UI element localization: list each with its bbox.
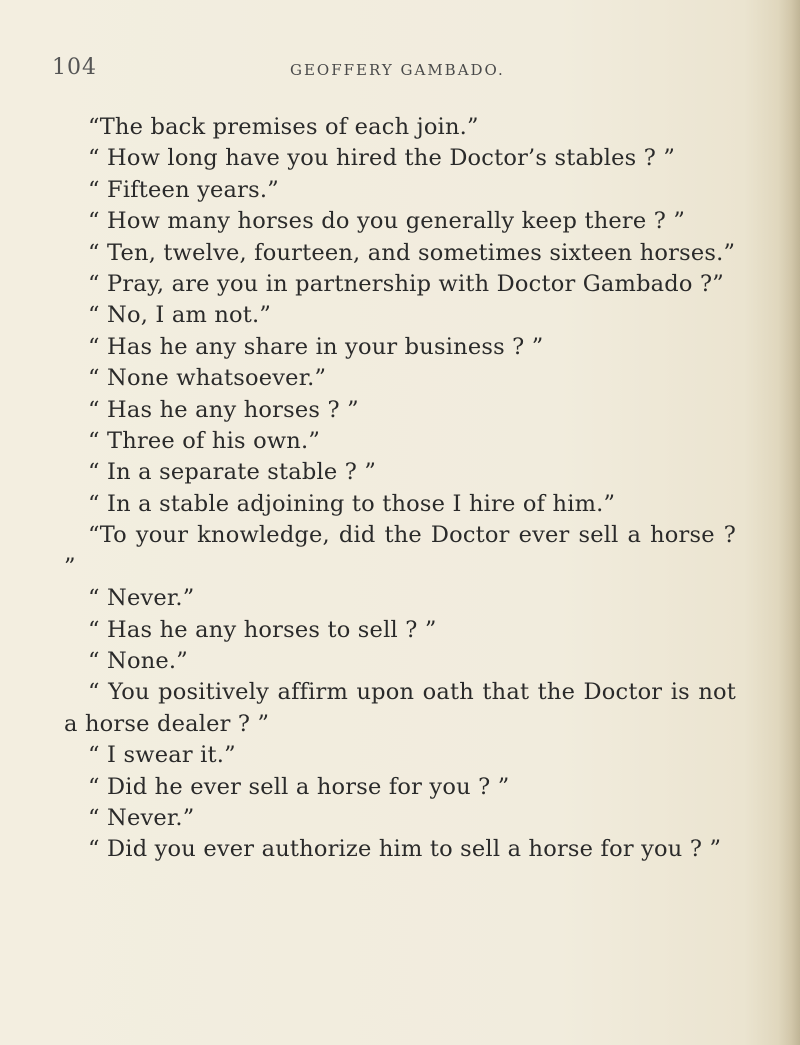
dialogue-line: “ In a separate stable ? ” bbox=[88, 459, 377, 486]
dialogue-line: “ You positively affirm upon oath that the Doctor is not a horse dealer ? ” bbox=[64, 679, 736, 737]
dialogue-line: “ Never.” bbox=[88, 585, 195, 612]
dialogue-line: “ Three of his own.” bbox=[88, 428, 321, 455]
dialogue-line: “ Fifteen years.” bbox=[88, 176, 279, 203]
dialogue-line: “The back premises of each join.” bbox=[88, 114, 479, 140]
dialogue-line: “ I swear it.” bbox=[88, 742, 236, 769]
page-number: 104 bbox=[52, 55, 97, 80]
dialogue-line: “ How many horses do you generally keep there ? ” bbox=[88, 208, 686, 235]
dialogue-line: “ How long have you hired the Doctor’s stables ? ” bbox=[88, 145, 676, 172]
dialogue-line: “ Pray, are you in partnership with Doctor Gambado ?” bbox=[88, 271, 724, 298]
dialogue-line: “ None.” bbox=[88, 647, 188, 674]
dialogue-line: “ Did you ever authorize him to sell a horse for you ? ” bbox=[88, 836, 722, 863]
dialogue-line: “ Did he ever sell a horse for you ? ” bbox=[88, 773, 510, 800]
dialogue-line: “ In a stable adjoining to those I hire of him.” bbox=[88, 490, 616, 517]
dialogue-line: “To your knowledge, did the Doctor ever sell a horse ? ” bbox=[64, 522, 736, 580]
page-edge-shadow bbox=[778, 0, 800, 1045]
dialogue-line: “ Has he any horses ? ” bbox=[88, 396, 359, 423]
running-title: GEOFFERY GAMBADO. bbox=[290, 61, 505, 79]
dialogue-line: “ None whatsoever.” bbox=[88, 365, 327, 392]
dialogue-line: “ No, I am not.” bbox=[88, 302, 272, 329]
dialogue-line: “ Never.” bbox=[88, 804, 195, 831]
body-text bbox=[64, 112, 736, 866]
dialogue-line: “ Ten, twelve, fourteen, and sometimes sixteen horses.” bbox=[88, 239, 736, 266]
dialogue-line: “ Has he any share in your business ? ” bbox=[88, 333, 544, 360]
page-header bbox=[52, 55, 740, 89]
dialogue-line: “ Has he any horses to sell ? ” bbox=[88, 616, 437, 643]
